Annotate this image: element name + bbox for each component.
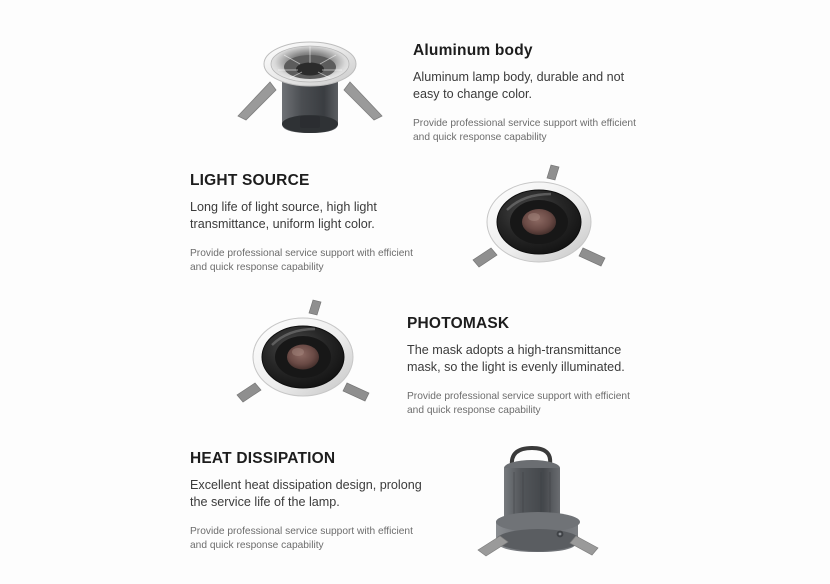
feature-block-light-source bbox=[190, 160, 630, 285]
product-image-heat-dissipation bbox=[460, 440, 625, 565]
downlight-front-face-icon bbox=[455, 160, 630, 285]
downlight-front-face-icon-2 bbox=[225, 295, 385, 420]
feature-description: The mask adopts a high-transmittance mask, so the light is evenly illuminated. bbox=[407, 343, 625, 374]
feature-subtext: Provide professional service support with efficient and quick response capability bbox=[190, 248, 413, 273]
feature-title: HEAT DISSIPATION bbox=[190, 450, 336, 467]
feature-subtext: Provide professional service support with efficient and quick response capability bbox=[413, 118, 636, 143]
feature-text-light-source bbox=[190, 172, 425, 275]
feature-block-photomask bbox=[225, 295, 647, 420]
feature-subtext: Provide professional service support with efficient and quick response capability bbox=[190, 526, 413, 551]
downlight-heatsink-body-icon bbox=[460, 440, 625, 565]
feature-title: Aluminum body bbox=[413, 42, 533, 59]
feature-text-heat-dissipation bbox=[190, 450, 425, 553]
feature-text-photomask bbox=[407, 315, 647, 418]
feature-description: Excellent heat dissipation design, prolong the service life of the lamp. bbox=[190, 478, 422, 509]
feature-subtext: Provide professional service support with efficient and quick response capability bbox=[407, 391, 630, 416]
product-image-light-source bbox=[455, 160, 630, 285]
feature-title: LIGHT SOURCE bbox=[190, 172, 310, 189]
downlight-open-reflector-icon bbox=[230, 20, 395, 150]
feature-text-aluminum-body bbox=[413, 42, 638, 145]
feature-description: Aluminum lamp body, durable and not easy to change color. bbox=[413, 70, 625, 101]
feature-description: Long life of light source, high light transmittance, uniform light color. bbox=[190, 200, 377, 231]
feature-block-heat-dissipation bbox=[190, 440, 625, 565]
product-image-photomask bbox=[225, 295, 385, 420]
product-image-aluminum-body bbox=[230, 20, 395, 150]
feature-block-aluminum-body bbox=[230, 20, 638, 150]
feature-title: PHOTOMASK bbox=[407, 315, 510, 332]
